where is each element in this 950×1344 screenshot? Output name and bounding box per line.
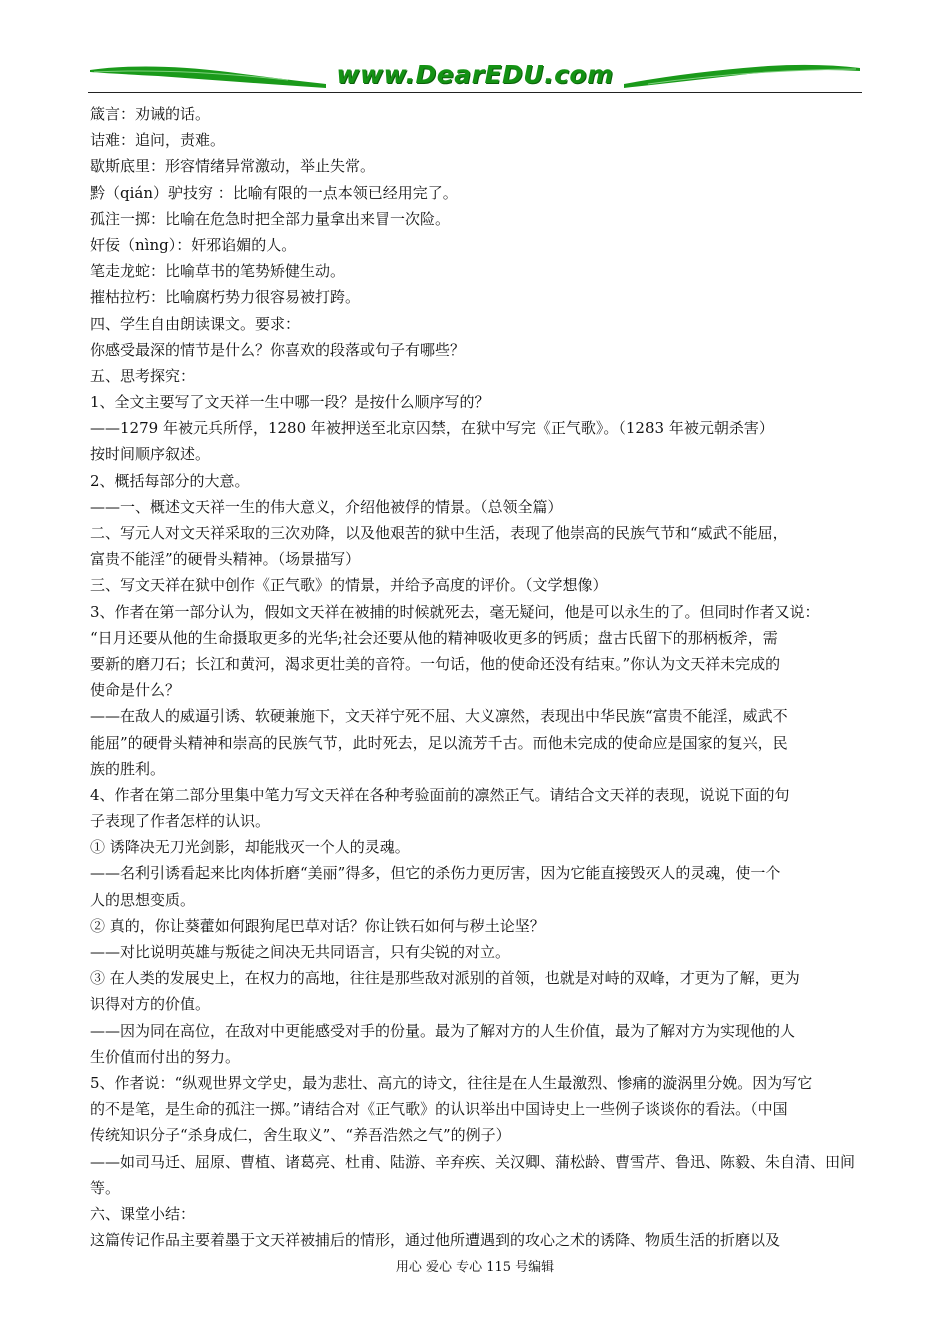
text-line: 五、思考探究： xyxy=(90,366,196,385)
text-line: 等。 xyxy=(90,1178,121,1197)
text-line: 能屈”的硬骨头精神和崇高的民族气节，此时死去，足以流芳千古。而他未完成的使命应是国家的复兴，民 xyxy=(90,733,788,752)
text-line: 歇斯底里：形容情绪异常激动，举止失常。 xyxy=(90,157,376,176)
text-line: 黔（qián）驴技穷 ：比喻有限的一点本领已经用完了。 xyxy=(90,183,458,202)
text-line: ——对比说明英雄与叛徒之间决无共同语言，只有尖锐的对立。 xyxy=(90,943,511,961)
text-line: 二、写元人对文天祥采取的三次劝降，以及他艰苦的狱中生活，表现了他崇高的民族气节和“威武不能屈， xyxy=(90,524,788,542)
text-line: ——如司马迁、屈原、曹植、诸葛亮、杜甫、陆游、辛弃疾、关汉卿、蒲松龄、曹雪芹、鲁迅、陈毅、朱自清、田间 xyxy=(90,1152,856,1171)
text-line: 四、学生自由朗读课文。要求： xyxy=(90,314,301,333)
text-line: 六、课堂小结： xyxy=(90,1204,196,1223)
page-header xyxy=(88,58,862,94)
text-line: 富贵不能淫”的硬骨头精神。（场景描写） xyxy=(90,550,361,569)
text-line: 你感受最深的情节是什么？你喜欢的段落或句子有哪些？ xyxy=(90,340,466,359)
text-line: 箴言：劝诫的话。 xyxy=(90,105,211,123)
text-line: ② 真的，你让葵藿如何跟狗尾巴草对话？你让铁石如何与秽土论坚？ xyxy=(90,916,545,935)
text-line: 三、写文天祥在狱中创作《正气歌》的情景，并给予高度的评价。（文学想像） xyxy=(90,576,608,595)
text-line: 诘难：追问，责难。 xyxy=(90,131,226,150)
page-footer: 用心 爱心 专心 115 号编辑 xyxy=(395,1260,555,1275)
text-line: 要新的磨刀石；长江和黄河，渴求更壮美的音符。一句话，他的使命还没有结束。”你认为文天祥未完成的 xyxy=(90,654,781,673)
text-line: 5、作者说：“纵观世界文学史，最为悲壮、高亢的诗文，往往是在人生最激烈、惨痛的漩涡里分娩。因为写它 xyxy=(90,1073,813,1092)
text-line: 人的思想变质。 xyxy=(90,890,196,909)
text-line: ——名利引诱看起来比肉体折磨“美丽”得多，但它的杀伤力更厉害，因为它能直接毁灭人的灵魂，使一个 xyxy=(90,864,781,883)
text-line: 2、概括每部分的大意。 xyxy=(90,471,250,490)
header-divider xyxy=(88,92,862,93)
text-line: ——1279 年被元兵所俘，1280 年被押送至北京囚禁，在狱中写完《正气歌》。（1283 年被元朝杀害） xyxy=(90,419,774,438)
text-line: 按时间顺序叙述。 xyxy=(90,445,211,464)
text-line: ——因为同在高位，在敌对中更能感受对手的份量。最为了解对方的人生价值，最为了解对方为实现他的人 xyxy=(90,1021,796,1040)
text-line: 子表现了作者怎样的认识。 xyxy=(90,812,271,831)
text-line: 3、作者在第一部分认为，假如文天祥在被捕的时候就死去，毫无疑问，他是可以永生的了。但同时作者又说： xyxy=(90,602,820,621)
text-line: 这篇传记作品主要着墨于文天祥被捕后的情形，通过他所遭遇到的攻心之术的诱降、物质生活的折磨以及 xyxy=(90,1231,781,1250)
document-body xyxy=(90,101,862,1253)
text-line: 笔走龙蛇：比喻草书的笔势矫健生动。 xyxy=(90,262,346,281)
text-line: 1、全文主要写了文天祥一生中哪一段？是按什么顺序写的？ xyxy=(90,393,490,412)
text-line: 摧枯拉朽：比喻腐朽势力很容易被打跨。 xyxy=(90,288,361,307)
text-line: ① 诱降决无刀光剑影，却能戕灭一个人的灵魂。 xyxy=(90,838,410,857)
text-line: 族的胜利。 xyxy=(90,759,166,778)
text-line: “日月还要从他的生命摄取更多的光华;社会还要从他的精神吸收更多的钙质；盘古氏留下的那柄板斧，需 xyxy=(90,628,778,647)
text-line: 奸佞（nìng）：奸邪谄媚的人。 xyxy=(90,235,297,254)
text-line: 使命是什么？ xyxy=(90,681,181,700)
text-line: 生价值而付出的努力。 xyxy=(90,1047,241,1066)
text-line: 的不是笔，是生命的孤注一掷。”请结合对《正气歌》的认识举出中国诗史上一些例子谈谈你的看法。（中国 xyxy=(90,1100,788,1119)
text-line: 传统知识分子“杀身成仁，舍生取义”、“养吾浩然之气”的例子） xyxy=(90,1126,511,1145)
text-line: 识得对方的价值。 xyxy=(90,995,211,1014)
text-line: 4、作者在第二部分里集中笔力写文天祥在各种考验面前的凛然正气。请结合文天祥的表现，说说下面的句 xyxy=(90,785,790,804)
text-line: ——在敌人的威逼引诱、软硬兼施下，文天祥宁死不屈、大义凛然，表现出中华民族“富贵不能淫，威武不 xyxy=(90,707,788,726)
text-line: ③ 在人类的发展史上，在权力的高地，往往是那些敌对派别的首领，也就是对峙的双峰，才更为了解，更为 xyxy=(90,969,800,988)
text-line: 孤注一掷：比喻在危急时把全部力量拿出来冒一次险。 xyxy=(90,209,451,228)
site-logo-text: www.DearEDU.com xyxy=(336,60,614,89)
text-line: ——一、概述文天祥一生的伟大意义，介绍他被俘的情景。（总领全篇） xyxy=(90,497,563,516)
